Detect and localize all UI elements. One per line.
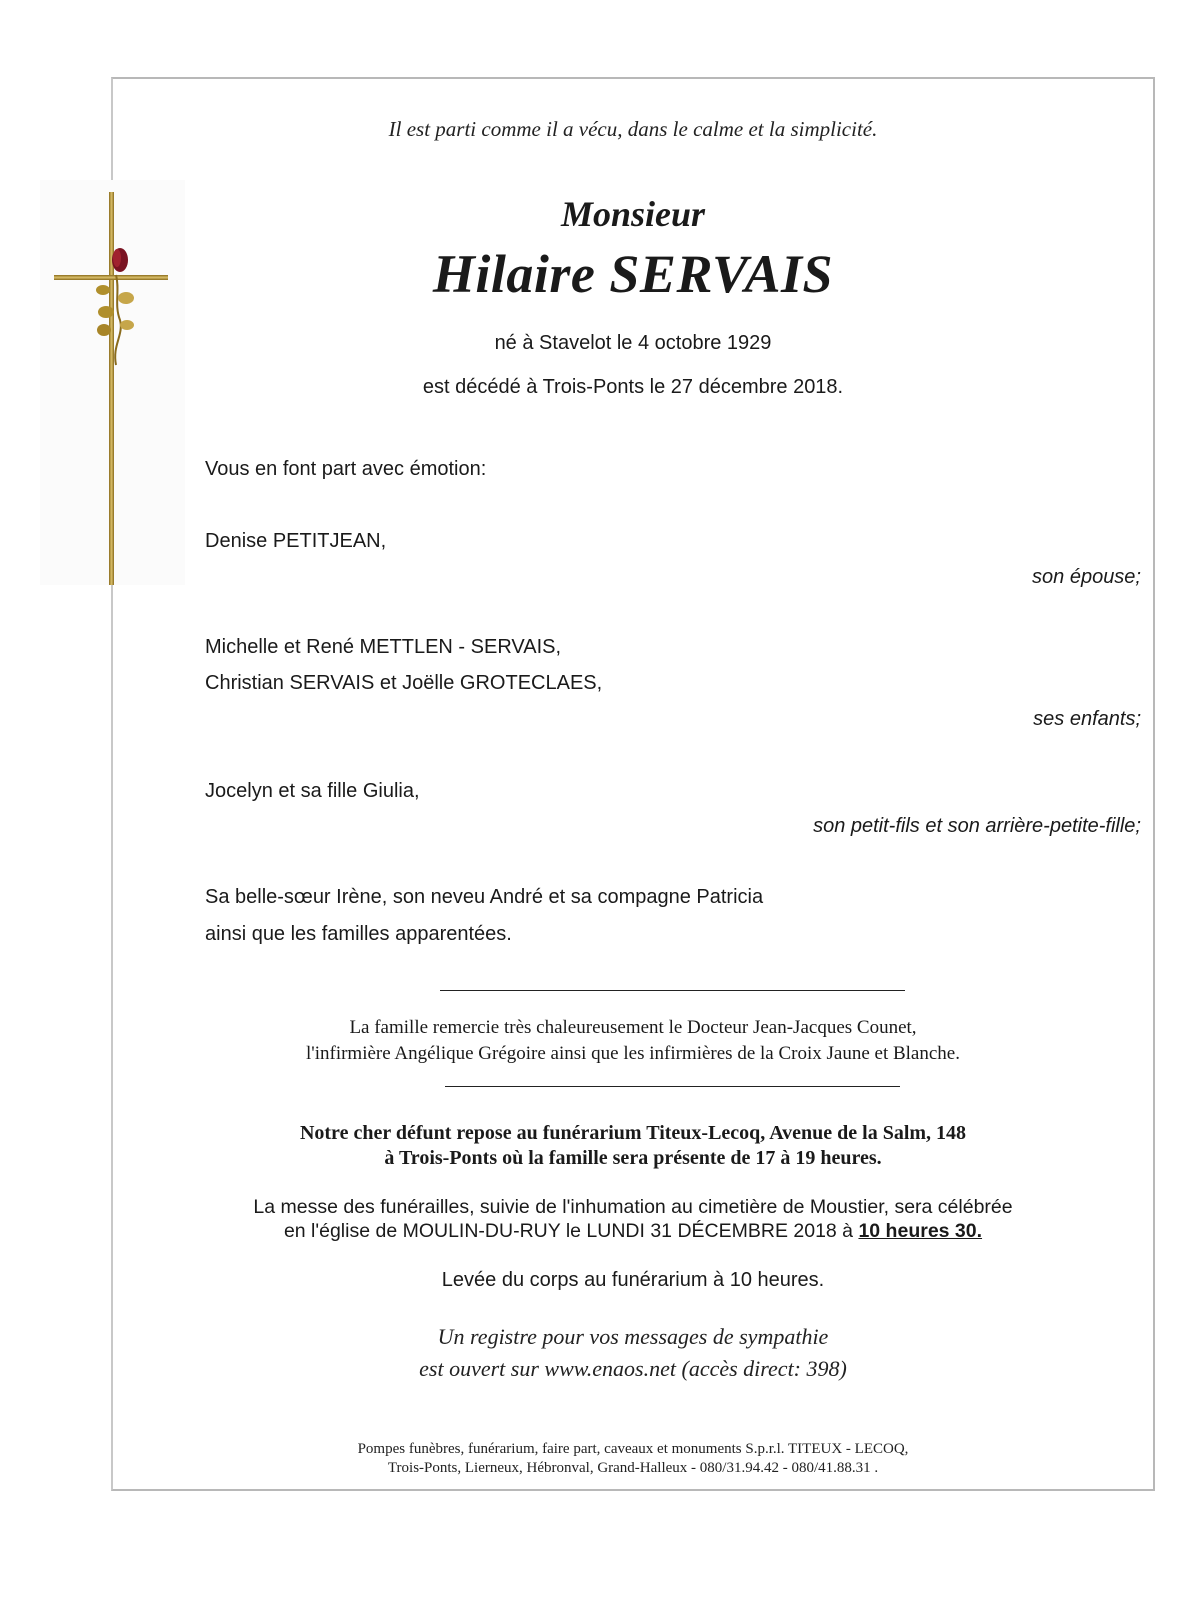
rest-line: Notre cher défunt repose au funérarium Titeux-Lecoq, Avenue de la Salm, 148 — [299, 1122, 967, 1144]
thanks-line: La famille remercie très chaleureusement le Docteur Jean-Jacques Counet, — [349, 1017, 917, 1038]
mass-line — [111, 1220, 1155, 1243]
grandchildren-relation: son petit-fils et son arrière-petite-fille; — [813, 815, 1141, 837]
epigraph: Il est parti comme il a vécu, dans le calme et la simplicité. — [388, 117, 878, 141]
footer-line: Trois-Ponts, Lierneux, Hébronval, Grand-Halleux - 080/31.94.42 - 080/41.88.31 . — [387, 1460, 879, 1476]
rest-line: à Trois-Ponts où la famille sera présente de 17 à 19 heures. — [384, 1147, 882, 1169]
others-line: Sa belle-sœur Irène, son neveu André et sa compagne Patricia — [205, 886, 764, 908]
divider — [445, 1086, 900, 1087]
register-line: Un registre pour vos messages de sympathie — [437, 1324, 829, 1349]
deceased-name: Hilaire SERVAIS — [432, 244, 834, 304]
child-name: Christian SERVAIS et Joëlle GROTECLAES, — [205, 672, 603, 694]
divider — [440, 990, 905, 991]
mass-location-date: en l'église de MOULIN-DU-RUY le LUNDI 31 DÉCEMBRE 2018 à — [283, 1220, 859, 1242]
announcement-intro: Vous en font part avec émotion: — [205, 458, 487, 480]
levee-line: Levée du corps au funérarium à 10 heures. — [441, 1269, 825, 1291]
thanks-line: l'infirmière Angélique Grégoire ainsi que les infirmières de la Croix Jaune et Blanche. — [306, 1043, 960, 1064]
footer-line: Pompes funèbres, funérarium, faire part, caveaux et monuments S.p.r.l. TITEUX - LECOQ, — [357, 1441, 909, 1457]
birth-line: né à Stavelot le 4 octobre 1929 — [494, 332, 772, 354]
spouse-name: Denise PETITJEAN, — [205, 530, 387, 552]
register-line: est ouvert sur www.enaos.net (accès direct: 398) — [419, 1356, 847, 1381]
honorific: Monsieur — [560, 194, 706, 234]
grandchildren-names: Jocelyn et sa fille Giulia, — [205, 780, 420, 802]
children-relation: ses enfants; — [1033, 708, 1141, 730]
mass-time: 10 heures 30. — [858, 1220, 983, 1242]
death-line: est décédé à Trois-Ponts le 27 décembre 2018. — [422, 376, 844, 398]
spouse-relation: son épouse; — [1032, 566, 1141, 588]
others-line: ainsi que les familles apparentées. — [205, 923, 512, 945]
child-name: Michelle et René METTLEN - SERVAIS, — [205, 636, 562, 658]
mass-line: La messe des funérailles, suivie de l'inhumation au cimetière de Moustier, sera célébrée — [253, 1196, 1013, 1218]
